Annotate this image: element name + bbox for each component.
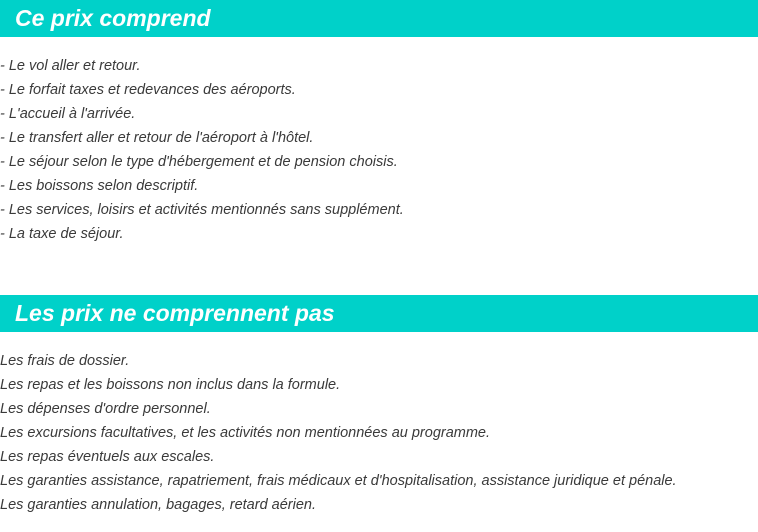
excluded-title-text: Les prix ne comprennent pas	[15, 300, 335, 326]
list-item: - L'accueil à l'arrivée.	[0, 106, 136, 122]
included-title-text: Ce prix comprend	[15, 5, 211, 31]
list-item: Les frais de dossier.	[0, 353, 130, 369]
list-item: - Le forfait taxes et redevances des aéroports.	[0, 82, 296, 98]
included-list	[0, 54, 404, 246]
list-item: - Les boissons selon descriptif.	[0, 178, 199, 194]
included-section-title	[0, 0, 758, 37]
list-item: Les garanties assistance, rapatriement, frais médicaux et d'hospitalisation, assistance juridique et pénale.	[0, 473, 677, 489]
list-item: - La taxe de séjour.	[0, 226, 124, 242]
list-item: Les repas éventuels aux escales.	[0, 449, 215, 465]
list-item: Les repas et les boissons non inclus dans la formule.	[0, 377, 341, 393]
list-item: - Le transfert aller et retour de l'aéroport à l'hôtel.	[0, 130, 314, 146]
list-item: - Le vol aller et retour.	[0, 58, 141, 74]
excluded-section-title	[0, 295, 758, 332]
list-item: - Le séjour selon le type d'hébergement et de pension choisis.	[0, 154, 398, 170]
list-item: Les garanties annulation, bagages, retard aérien.	[0, 497, 316, 513]
excluded-list	[0, 349, 677, 517]
list-item: - Les services, loisirs et activités mentionnés sans supplément.	[0, 202, 404, 218]
list-item: Les dépenses d'ordre personnel.	[0, 401, 211, 417]
list-item: Les excursions facultatives, et les activités non mentionnées au programme.	[0, 425, 491, 441]
